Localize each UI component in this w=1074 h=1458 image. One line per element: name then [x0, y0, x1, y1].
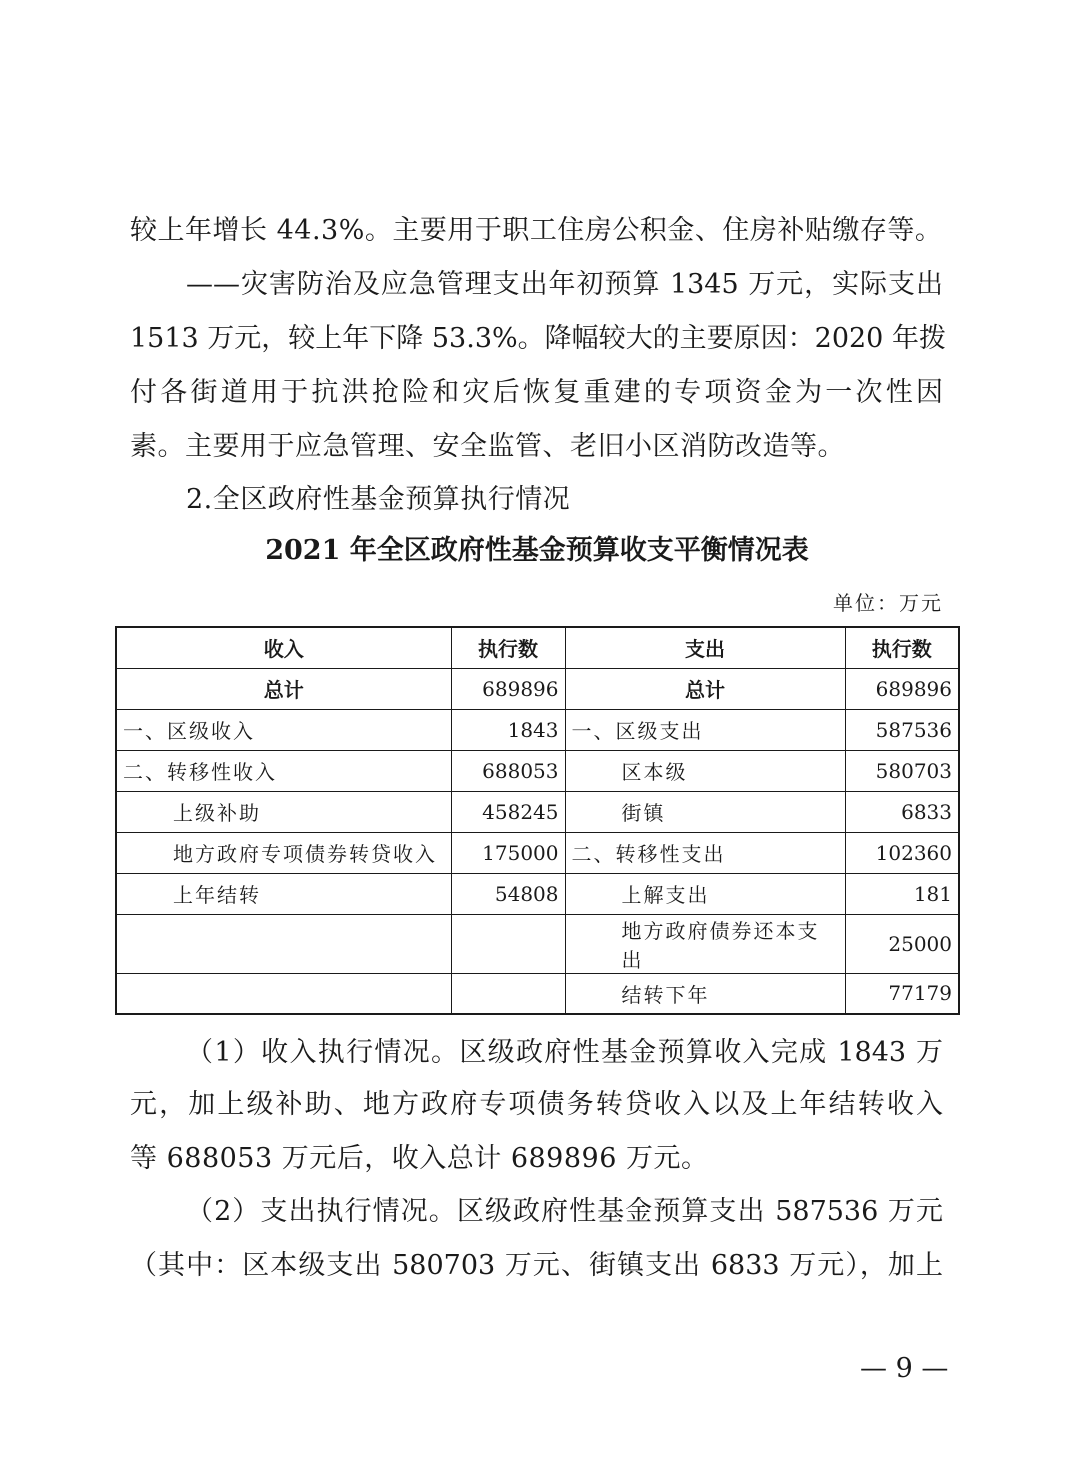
cell: 总计	[565, 668, 845, 709]
cell: 458245	[451, 791, 565, 832]
cell: 地方政府专项债券转贷收入	[116, 832, 451, 873]
table-header-row	[116, 627, 959, 668]
cell: 689896	[845, 668, 959, 709]
cell: 二、转移性收入	[116, 750, 451, 791]
table-row	[116, 709, 959, 750]
table-title: 2021 年全区政府性基金预算收支平衡情况表	[265, 535, 809, 566]
cell	[116, 973, 451, 1014]
cell: 6833	[845, 791, 959, 832]
cell: 77179	[845, 973, 959, 1014]
table-row	[116, 791, 959, 832]
cell: 580703	[845, 750, 959, 791]
page-number: — 9 —	[860, 1353, 949, 1384]
paragraph-line: （1）收入执行情况。区级政府性基金预算收入完成 1843 万	[186, 1037, 943, 1068]
cell: 一、区级收入	[116, 709, 451, 750]
paragraph-line: （其中：区本级支出 580703 万元、街镇支出 6833 万元），加上	[130, 1250, 943, 1281]
budget-table	[115, 626, 960, 1015]
cell: 地方政府债券还本支出	[565, 914, 845, 973]
cell	[116, 914, 451, 973]
header-expense: 支出	[565, 627, 845, 668]
paragraph-line: （2）支出执行情况。区级政府性基金预算支出 587536 万元	[186, 1196, 943, 1227]
table-row	[116, 873, 959, 914]
cell: 175000	[451, 832, 565, 873]
cell: 54808	[451, 873, 565, 914]
cell: 上年结转	[116, 873, 451, 914]
cell: 689896	[451, 668, 565, 709]
paragraph-line: 素。主要用于应急管理、安全监管、老旧小区消防改造等。	[130, 431, 845, 462]
header-income: 收入	[116, 627, 451, 668]
section-heading: 2.全区政府性基金预算执行情况	[186, 484, 571, 515]
paragraph-line: 较上年增长 44.3%。主要用于职工住房公积金、住房补贴缴存等。	[130, 215, 943, 246]
paragraph-line: 元，加上级补助、地方政府专项债务转贷收入以及上年结转收入	[130, 1089, 943, 1120]
table-unit: 单位：万元	[833, 591, 943, 615]
cell: 结转下年	[565, 973, 845, 1014]
cell: 上解支出	[565, 873, 845, 914]
table-row	[116, 973, 959, 1014]
cell: 102360	[845, 832, 959, 873]
table-row	[116, 914, 959, 973]
cell: 区本级	[565, 750, 845, 791]
cell: 587536	[845, 709, 959, 750]
cell: 二、转移性支出	[565, 832, 845, 873]
paragraph-line: ——灾害防治及应急管理支出年初预算 1345 万元，实际支出	[186, 269, 943, 300]
table-row	[116, 832, 959, 873]
paragraph-line: 付各街道用于抗洪抢险和灾后恢复重建的专项资金为一次性因	[130, 377, 943, 408]
paragraph-line: 1513 万元，较上年下降 53.3%。降幅较大的主要原因：2020 年拨	[130, 323, 946, 354]
cell: 上级补助	[116, 791, 451, 832]
cell	[451, 914, 565, 973]
table-row	[116, 750, 959, 791]
cell: 总计	[116, 668, 451, 709]
cell: 688053	[451, 750, 565, 791]
cell: 一、区级支出	[565, 709, 845, 750]
header-expense-amount: 执行数	[845, 627, 959, 668]
table-row	[116, 668, 959, 709]
cell: 25000	[845, 914, 959, 973]
cell: 街镇	[565, 791, 845, 832]
cell: 1843	[451, 709, 565, 750]
paragraph-line: 等 688053 万元后，收入总计 689896 万元。	[130, 1143, 709, 1174]
cell	[451, 973, 565, 1014]
cell: 181	[845, 873, 959, 914]
header-income-amount: 执行数	[451, 627, 565, 668]
